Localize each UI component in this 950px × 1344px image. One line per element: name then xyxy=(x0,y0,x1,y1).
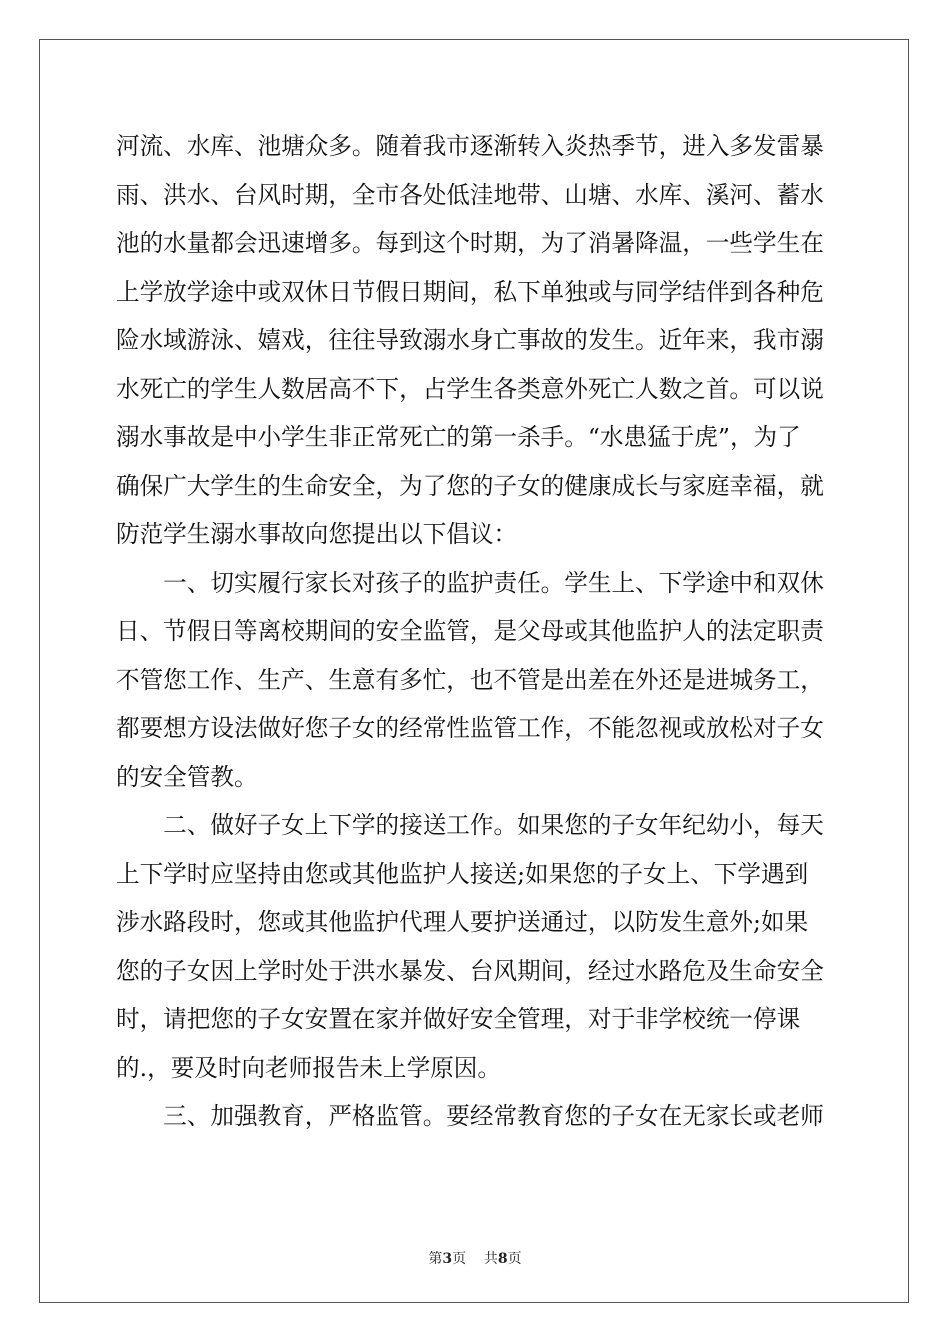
text-line: 涉水路段时，您或其他监护代理人要护送通过，以防发生意外;如果 xyxy=(116,908,809,936)
text-line: 上学放学途中或双休日节假日期间，私下单独或与同学结伴到各种危 xyxy=(116,277,824,306)
text-line: 确保广大学生的生命安全，为了您的子女的健康成长与家庭幸福，就 xyxy=(116,471,824,500)
text-line: 三、加强教育，严格监管。要经常教育您的子女在无家长或老师 xyxy=(116,1102,824,1130)
page-number-suffix: 页 xyxy=(452,1251,467,1267)
page-total-prefix: 共 xyxy=(483,1251,498,1267)
text-line: 河流、水库、池塘众多。随着我市逐渐转入炎热季节，进入多发雷暴 xyxy=(116,132,824,160)
document-body xyxy=(116,122,832,1141)
text-line: 的安全管教。 xyxy=(116,762,258,791)
text-line: 池的水量都会迅速增多。每到这个时期，为了消暑降温，一些学生在 xyxy=(116,229,824,257)
text-line: 的.，要及时向老师报告未上学原因。 xyxy=(116,1053,501,1082)
text-line: 不管您工作、生产、生意有多忙，也不管是出差在外还是进城务工， xyxy=(116,665,824,694)
text-line: 水死亡的学生人数居高不下，占学生各类意外死亡人数之首。可以说 xyxy=(116,374,824,403)
text-line: 日、节假日等离校期间的安全监管，是父母或其他监护人的法定职责 xyxy=(116,617,824,645)
page-number-prefix: 第 xyxy=(428,1251,443,1267)
text-line: 时，请把您的子女安置在家并做好安全管理，对于非学校统一停课 xyxy=(116,1005,801,1033)
text-line: 您的子女因上学时处于洪水暴发、台风期间，经过水路危及生命安全 xyxy=(116,956,824,985)
page-total: 8 xyxy=(497,1251,508,1267)
text-line: 防范学生溺水事故向您提出以下倡议： xyxy=(116,520,518,548)
page-number-current: 3 xyxy=(442,1251,453,1267)
page-footer xyxy=(0,1248,950,1268)
text-line: 溺水事故是中小学生非正常死亡的第一杀手。“水患猛于虎”，为了 xyxy=(116,423,801,451)
text-line: 上下学时应坚持由您或其他监护人接送;如果您的子女上、下学遇到 xyxy=(116,859,809,888)
text-line: 二、做好子女上下学的接送工作。如果您的子女年纪幼小，每天 xyxy=(116,811,824,839)
text-line: 险水域游泳、嬉戏，往往导致溺水身亡事故的发生。近年来，我市溺 xyxy=(116,326,824,354)
text-line: 都要想方设法做好您子女的经常性监管工作，不能忽视或放松对子女 xyxy=(116,714,824,742)
text-line: 一、切实履行家长对孩子的监护责任。学生上、下学途中和双休 xyxy=(116,568,824,597)
page-total-suffix: 页 xyxy=(507,1251,522,1267)
text-line: 雨、洪水、台风时期，全市各处低洼地带、山塘、水库、溪河、蓄水 xyxy=(116,180,824,209)
